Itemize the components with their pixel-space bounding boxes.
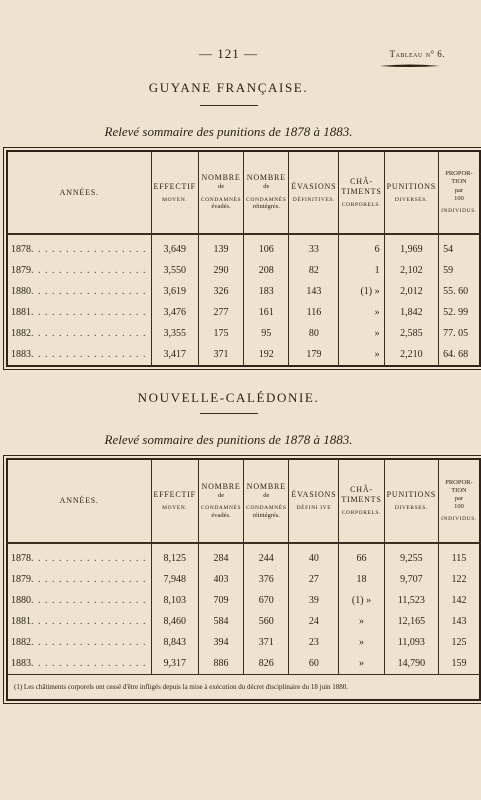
table-row: 1882. . . . . . . . . . . . . . . . . 3,355 175 95 80 » 2,585 77. 05: [7, 323, 480, 344]
header-annees: ANNÉES.: [7, 459, 151, 543]
header-punitions: PUNITIONS DIVERSES.: [384, 459, 438, 543]
table-row: 1878. . . . . . . . . . . . . . . . . 3,649 139 106 33 6 1,969 54: [7, 234, 480, 260]
header-proportion: PROPOR- TION par 100 INDIVIDUS.: [439, 151, 480, 234]
table-row: 1882. . . . . . . . . . . . . . . . . 8,843 394 371 23 » 11,093 125: [7, 632, 480, 653]
section-heading: NOUVELLE-CALÉDONIE.: [137, 390, 320, 405]
divider: [200, 413, 258, 414]
section-subtitle: Relevé sommaire des punitions de 1878 à 1883.: [104, 124, 353, 139]
table-body: [7, 543, 480, 700]
header-condamnes-reintegres: NOMBRE de CONDAMNÉS réintégrés.: [244, 459, 289, 543]
table-row: 1883. . . . . . . . . . . . . . . . . 9,317 886 826 60 » 14,790 159: [7, 653, 480, 675]
header-chatiments: CHÂ- TIMENTS CORPORELS.: [339, 459, 384, 543]
punishment-table-guyane: [6, 150, 481, 367]
header-chatiments: CHÂ- TIMENTS CORPORELS.: [339, 151, 384, 234]
table-row: 1881. . . . . . . . . . . . . . . . . 8,460 584 560 24 » 12,165 143: [7, 611, 480, 632]
swash-ornament: [379, 63, 441, 69]
header-evasions: ÉVASIONS DÉFINITIVES.: [289, 151, 339, 234]
header-condamnes-evades: NOMBRE de CONDAMNÉS évadés.: [198, 459, 243, 543]
table-row: 1879. . . . . . . . . . . . . . . . . 3,550 290 208 82 1 2,102 59: [7, 260, 480, 281]
footnote: (1) Les châtiments corporels ont cessé d'être infligés depuis la mise à exécution du décret disciplinaire du 18 juin 1880.: [7, 675, 480, 701]
header-condamnes-evades: NOMBRE de CONDAMNÉS évadés.: [198, 151, 243, 234]
table-row: 1879. . . . . . . . . . . . . . . . . 7,948 403 376 27 18 9,707 122: [7, 569, 480, 590]
table-row: 1878. . . . . . . . . . . . . . . . . 8,125 284 244 40 66 9,255 115: [7, 543, 480, 569]
section-heading: GUYANE FRANÇAISE.: [148, 80, 309, 95]
table-row: 1883. . . . . . . . . . . . . . . . . 3,417 371 192 179 » 2,210 64. 68: [7, 344, 480, 366]
header-effectif: EFFECTIF MOYEN.: [151, 151, 198, 234]
header-proportion: PROPOR- TION par 100 INDIVIDUS.: [439, 459, 480, 543]
footnote-row: [7, 675, 480, 701]
divider: [200, 105, 258, 106]
header-condamnes-reintegres: NOMBRE de CONDAMNÉS réintégrés.: [244, 151, 289, 234]
header-annees: ANNÉES.: [7, 151, 151, 234]
header-punitions: PUNITIONS DIVERSES.: [384, 151, 438, 234]
table-body: [7, 234, 480, 366]
page-number: — 121 —: [199, 46, 258, 61]
table-row: 1880. . . . . . . . . . . . . . . . . 8,103 709 670 39 (1) » 11,523 142: [7, 590, 480, 611]
header-effectif: EFFECTIF MOYEN.: [151, 459, 198, 543]
table-row: 1880. . . . . . . . . . . . . . . . . 3,619 326 183 143 (1) » 2,012 55. 60: [7, 281, 480, 302]
tableau-label: Tableau n° 6.: [389, 49, 445, 59]
header-evasions: ÉVASIONS DÉFINI IVE: [289, 459, 339, 543]
table-row: 1881. . . . . . . . . . . . . . . . . 3,476 277 161 116 » 1,842 52. 99: [7, 302, 480, 323]
punishment-table-nouvelle-caledonie: [6, 458, 481, 701]
section-subtitle: Relevé sommaire des punitions de 1878 à 1883.: [104, 432, 353, 447]
